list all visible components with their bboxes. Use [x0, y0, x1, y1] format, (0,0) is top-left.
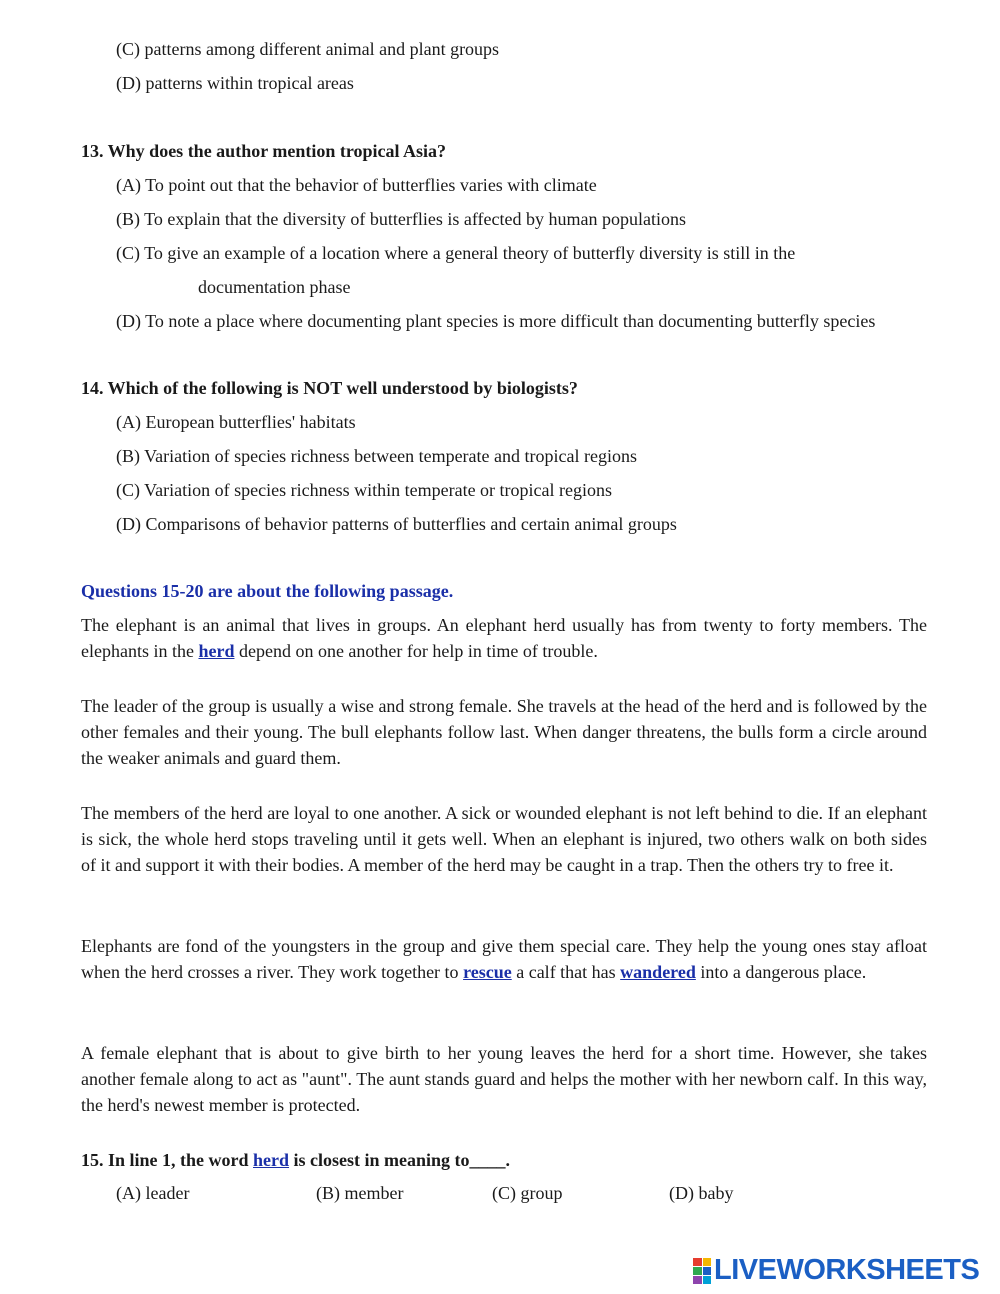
section-heading: Questions 15-20 are about the following passage. — [81, 581, 454, 601]
passage-paragraph-3: The members of the herd are loyal to one another. A sick or wounded elephant is not left behind to die. If an elephant is sick, the whole herd stops traveling until it gets well. When an elephant is injured, two others walk on both sides of it and support it with their bodies. A member of the herd may be caught in a trap. Then the others try to free it. — [81, 803, 927, 875]
p1-text-b: depend on one another for help in time of trouble. — [234, 641, 598, 661]
q15-option-c[interactable]: (C) group — [492, 1183, 563, 1203]
logo-block — [703, 1267, 712, 1275]
q14-option-b: (B) Variation of species richness between temperate and tropical regions — [116, 446, 637, 466]
q15-option-d[interactable]: (D) baby — [669, 1183, 734, 1203]
logo-block — [693, 1267, 702, 1275]
q14-title: 14. Which of the following is NOT well understood by biologists? — [81, 378, 578, 398]
q13-option-c: (C) To give an example of a location where a general theory of butterfly diversity is still in the — [116, 243, 796, 263]
q13-option-c-continued: documentation phase — [198, 277, 351, 297]
passage-paragraph-4 — [81, 933, 927, 985]
logo-block — [703, 1258, 712, 1266]
q15-option-a[interactable]: (A) leader — [116, 1183, 190, 1203]
q15-title-b: is closest in meaning to____. — [289, 1150, 511, 1170]
q13-option-d: (D) To note a place where documenting plant species is more difficult than documenting butterfly species — [116, 311, 876, 331]
liveworksheets-logo — [693, 1254, 979, 1287]
q14-option-c: (C) Variation of species richness within temperate or tropical regions — [116, 480, 613, 500]
link-wandered[interactable]: wandered — [620, 962, 696, 982]
liveworksheets-logo-icon — [693, 1258, 711, 1284]
link-rescue[interactable]: rescue — [463, 962, 512, 982]
brand-name: LIVEWORKSHEETS — [714, 1254, 980, 1286]
passage-paragraph-2: The leader of the group is usually a wise and strong female. She travels at the head of the herd and is followed by the other females and their young. The bull elephants follow last. When danger threatens, the bulls form a circle around the weaker animals and guard them. — [81, 696, 927, 768]
p4-text-c: into a dangerous place. — [695, 962, 867, 982]
passage-paragraph-5: A female elephant that is about to give birth to her young leaves the herd for a short time. However, she takes another female along to act as "aunt". The aunt stands guard and helps the mother with her newborn calf. In this way, the herd's newest member is protected. — [81, 1043, 927, 1115]
q14-option-d: (D) Comparisons of behavior patterns of butterflies and certain animal groups — [116, 514, 677, 534]
p4-text-a: Elephants are fond of the youngsters in the group and give them special care. They help the young ones stay afloat when the herd crosses a river. They work together to — [81, 936, 927, 982]
passage-paragraph-1 — [81, 612, 927, 664]
link-herd[interactable]: herd — [198, 641, 235, 661]
logo-block — [693, 1258, 702, 1266]
logo-block — [703, 1276, 712, 1284]
q13-option-a: (A) To point out that the behavior of butterflies varies with climate — [116, 175, 597, 195]
q15-link-herd[interactable]: herd — [253, 1150, 290, 1170]
q14-option-a: (A) European butterflies' habitats — [116, 412, 356, 432]
p4-text-b: a calf that has — [511, 962, 621, 982]
q15-title — [81, 1147, 510, 1173]
p1-text-a: The elephant is an animal that lives in groups. An elephant herd usually has from twenty to forty members. The elephants in the — [81, 615, 927, 661]
q15-title-a: 15. In line 1, the word — [81, 1150, 254, 1170]
q15-option-b[interactable]: (B) member — [316, 1183, 404, 1203]
q13-title: 13. Why does the author mention tropical Asia? — [81, 141, 447, 161]
q12-option-c: (C) patterns among different animal and plant groups — [116, 39, 500, 59]
q12-option-d: (D) patterns within tropical areas — [116, 73, 354, 93]
logo-block — [693, 1276, 702, 1284]
q13-option-b: (B) To explain that the diversity of butterflies is affected by human populations — [116, 209, 686, 229]
